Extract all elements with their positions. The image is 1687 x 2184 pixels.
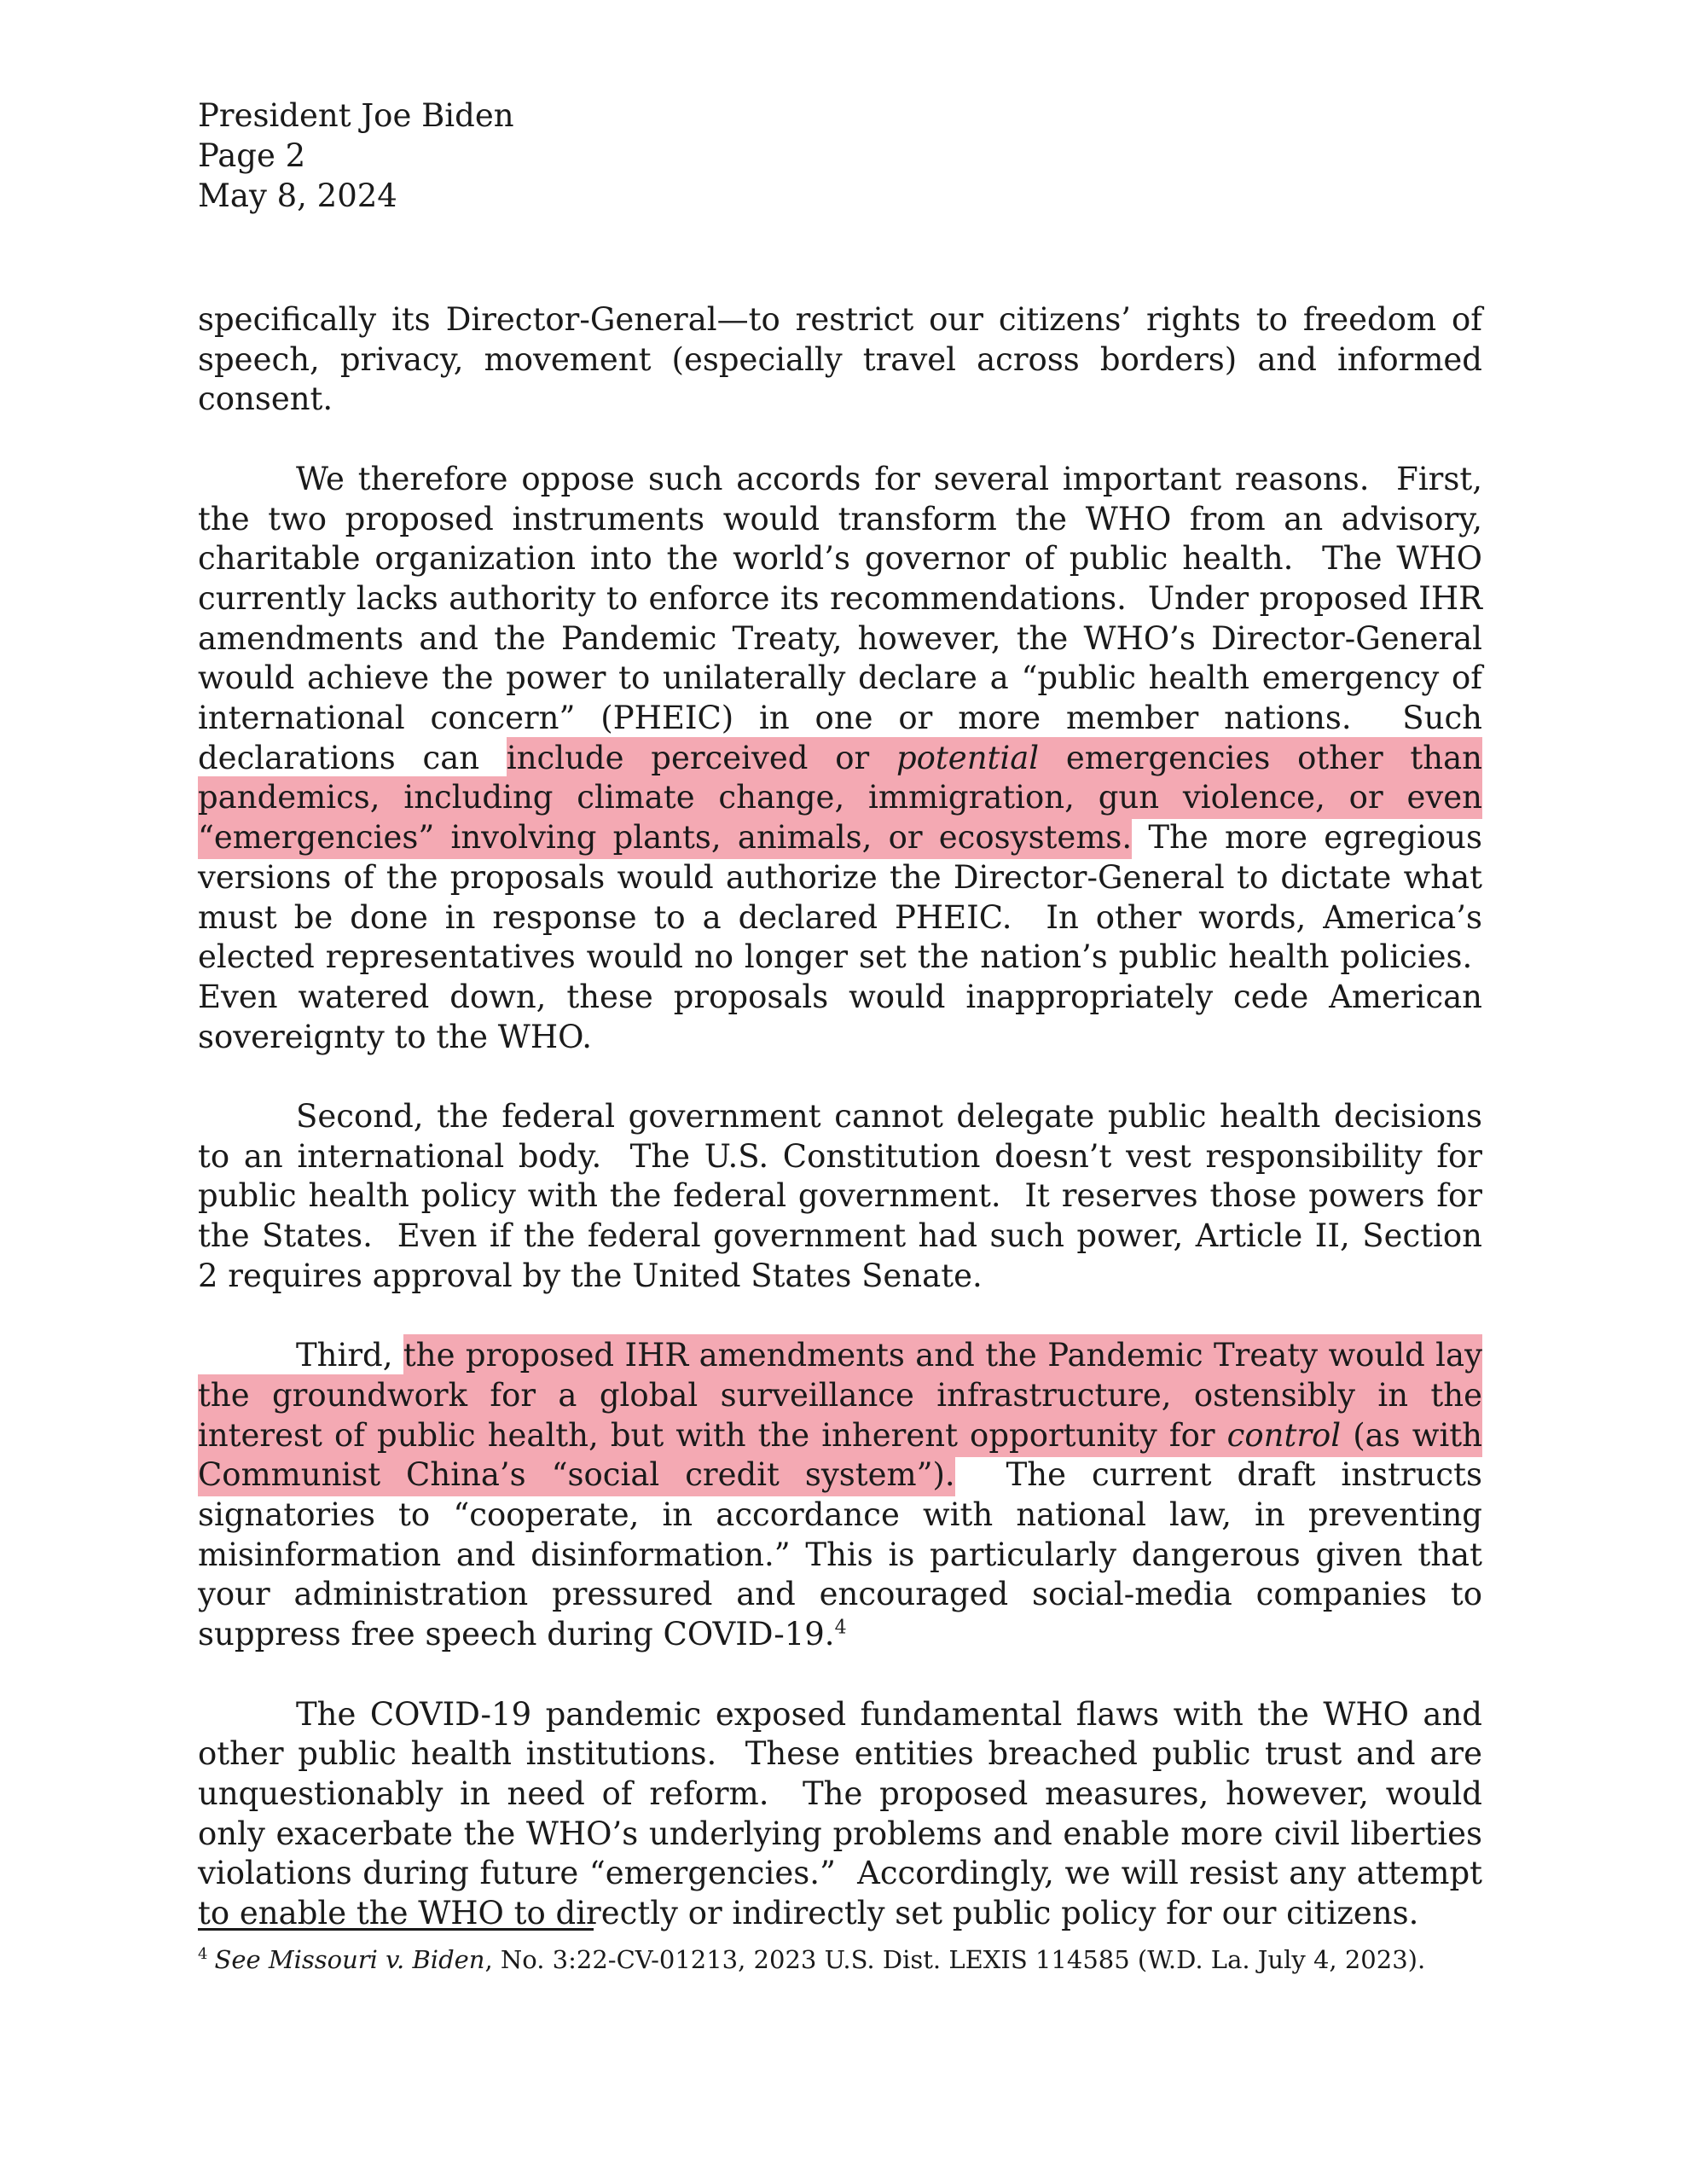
highlighted-text: emergencies other than pandemics, including climate change, immigration, gun violence, or even “emergencies” involving plants, animals, or ecosystems. — [198, 739, 1482, 857]
paragraph-continuation: specifically its Director-General—to restrict our citizens’ rights to freedom of speech, privacy, movement (especially travel across borders) and informed consent. — [198, 301, 1482, 418]
paragraph-text: The current draft instructs signatories to “cooperate, in accordance with national law, in preventing misinformation and disinformation.” This is particularly dangerous given that your administration pressured and encouraged social-media companies to suppress free speech during COVID-19. — [198, 1456, 1483, 1653]
emphasized-word: potential — [896, 739, 1040, 776]
footnote-divider — [198, 1928, 594, 1931]
recipient-line: President Joe Biden — [198, 97, 514, 134]
paragraph-third — [198, 1336, 1482, 1655]
footnote — [198, 1944, 1494, 1975]
paragraph-conclusion: The COVID-19 pandemic exposed fundamental flaws with the WHO and other public health institutions. These entities breached public trust and are unquestionably in need of reform. The proposed measures, however, would only exacerbate the WHO’s underlying problems and enable more civil liberties violations during future “emergencies.” Accordingly, we will resist any attempt to enable the WHO to directly or indirectly set public policy for our citizens. — [198, 1695, 1482, 1932]
paragraph-text: The more egregious versions of the proposals would authorize the Director-General to dictate what must be done in response to a declared PHEIC. In other words, America’s elected representatives would no longer set the nation’s public health policies. Even watered down, these proposals would inappropriately cede American sovereignty to the WHO. — [198, 819, 1482, 1055]
highlighted-text: (as with Communist China’s “social credit system”). — [198, 1416, 1482, 1494]
emphasized-word: control — [1226, 1416, 1342, 1454]
highlighted-text: the proposed IHR amendments and the Pandemic Treaty would lay the groundwork for a global surveillance infrastructure, ostensibly in the interest of public health, but with the inherent opportunity for — [198, 1337, 1482, 1454]
letter-header — [198, 96, 1482, 216]
footnote-reference[interactable]: 4 — [834, 1617, 847, 1639]
letter-body — [198, 300, 1482, 1934]
letter-page — [198, 96, 1482, 1973]
paragraph-text: We therefore oppose such accords for several important reasons. First, the two proposed instruments would transform the WHO from an advisory, charitable organization into the world’s governor of public health. The WHO currently lacks authority to enforce its recommendations. Under proposed IHR amendments and the Pandemic Treaty, however, the WHO’s Director-General would achieve the power to unilaterally declare a “public health emergency of international concern” (PHEIC) in one or more member nations. Such declarations can — [198, 460, 1482, 776]
paragraph-text: Third, — [296, 1337, 403, 1374]
highlighted-text: include perceived or — [506, 739, 896, 776]
paragraph-second: Second, the federal government cannot delegate public health decisions to an international body. The U.S. Constitution doesn’t vest responsibility for public health policy with the federal government. It reserves those powers for the States. Even if the federal government had such power, Article II, Section 2 requires approval by the United States Senate. — [198, 1098, 1482, 1294]
page-number-line: Page 2 — [198, 137, 306, 174]
footnote-signal: See — [214, 1945, 261, 1974]
footnote-number: 4 — [198, 1945, 208, 1964]
paragraph-reasons — [198, 460, 1482, 1058]
footnote-case-name: Missouri v. Biden — [268, 1945, 485, 1974]
footnote-citation: , No. 3:22-CV-01213, 2023 U.S. Dist. LEXIS 114585 (W.D. La. July 4, 2023). — [484, 1945, 1426, 1974]
date-line: May 8, 2024 — [198, 177, 397, 214]
